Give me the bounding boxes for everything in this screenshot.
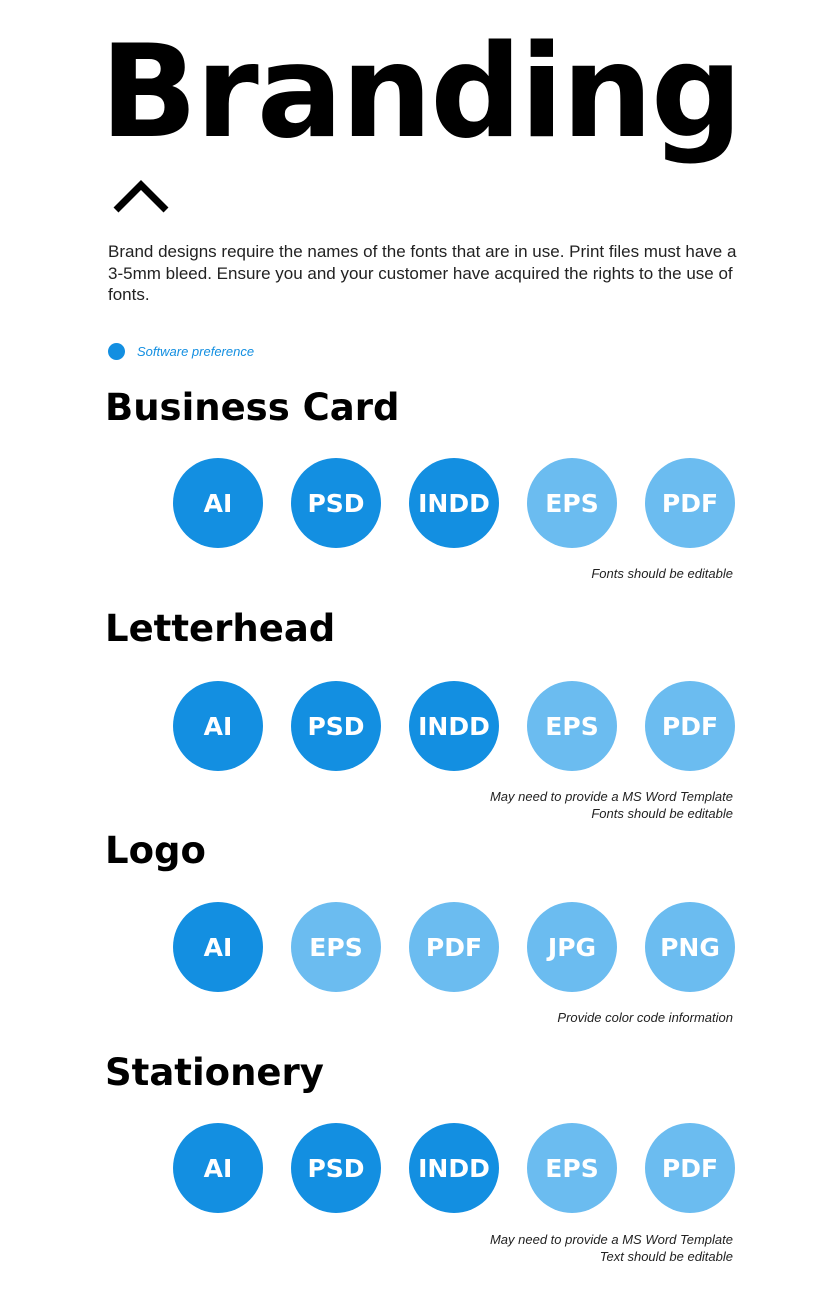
- format-badge-eps: EPS: [527, 1123, 617, 1213]
- note-line: Fonts should be editable: [591, 805, 733, 821]
- legend-dot-icon: [108, 343, 125, 360]
- format-badge-ai: AI: [173, 681, 263, 771]
- section-note-logo: [557, 1010, 733, 1027]
- format-badge-ai: AI: [173, 902, 263, 992]
- format-badge-ai: AI: [173, 1123, 263, 1213]
- format-badge-indd: INDD: [409, 681, 499, 771]
- format-list-logo: [173, 902, 735, 992]
- format-badge-jpg: JPG: [527, 902, 617, 992]
- format-badge-pdf: PDF: [645, 1123, 735, 1213]
- format-badge-pdf: PDF: [409, 902, 499, 992]
- format-badge-indd: INDD: [409, 1123, 499, 1213]
- note-line: Text should be editable: [599, 1248, 733, 1264]
- chevron-up-icon: [112, 176, 170, 216]
- format-list-stationery: [173, 1123, 735, 1213]
- format-badge-png: PNG: [645, 902, 735, 992]
- format-badge-eps: EPS: [527, 681, 617, 771]
- format-badge-eps: EPS: [527, 458, 617, 548]
- section-title-business-card: Business Card: [105, 386, 400, 429]
- page-title: Branding: [100, 18, 741, 167]
- section-note-stationery: [490, 1232, 733, 1265]
- format-badge-psd: PSD: [291, 1123, 381, 1213]
- section-title-logo: Logo: [105, 829, 206, 872]
- section-title-letterhead: Letterhead: [105, 607, 336, 650]
- format-badge-indd: INDD: [409, 458, 499, 548]
- format-badge-eps: EPS: [291, 902, 381, 992]
- section-note-business-card: [591, 566, 733, 583]
- legend: [108, 342, 254, 360]
- format-badge-ai: AI: [173, 458, 263, 548]
- format-list-business-card: [173, 458, 735, 548]
- note-line: May need to provide a MS Word Template: [489, 789, 733, 804]
- section-title-stationery: Stationery: [105, 1051, 324, 1094]
- format-badge-psd: PSD: [291, 681, 381, 771]
- format-badge-pdf: PDF: [645, 458, 735, 548]
- format-badge-pdf: PDF: [645, 681, 735, 771]
- format-list-letterhead: [173, 681, 735, 771]
- note-line: Provide color code information: [557, 1010, 733, 1025]
- format-badge-psd: PSD: [291, 458, 381, 548]
- intro-text: Brand designs require the names of the fonts that are in use. Print files must have a 3-5mm bleed. Ensure you and your customer have acquired the rights to the use of fonts.: [108, 242, 737, 304]
- legend-label: Software preference: [137, 343, 255, 359]
- note-line: May need to provide a MS Word Template: [489, 1232, 733, 1247]
- section-note-letterhead: [490, 789, 733, 822]
- note-line: Fonts should be editable: [591, 566, 733, 581]
